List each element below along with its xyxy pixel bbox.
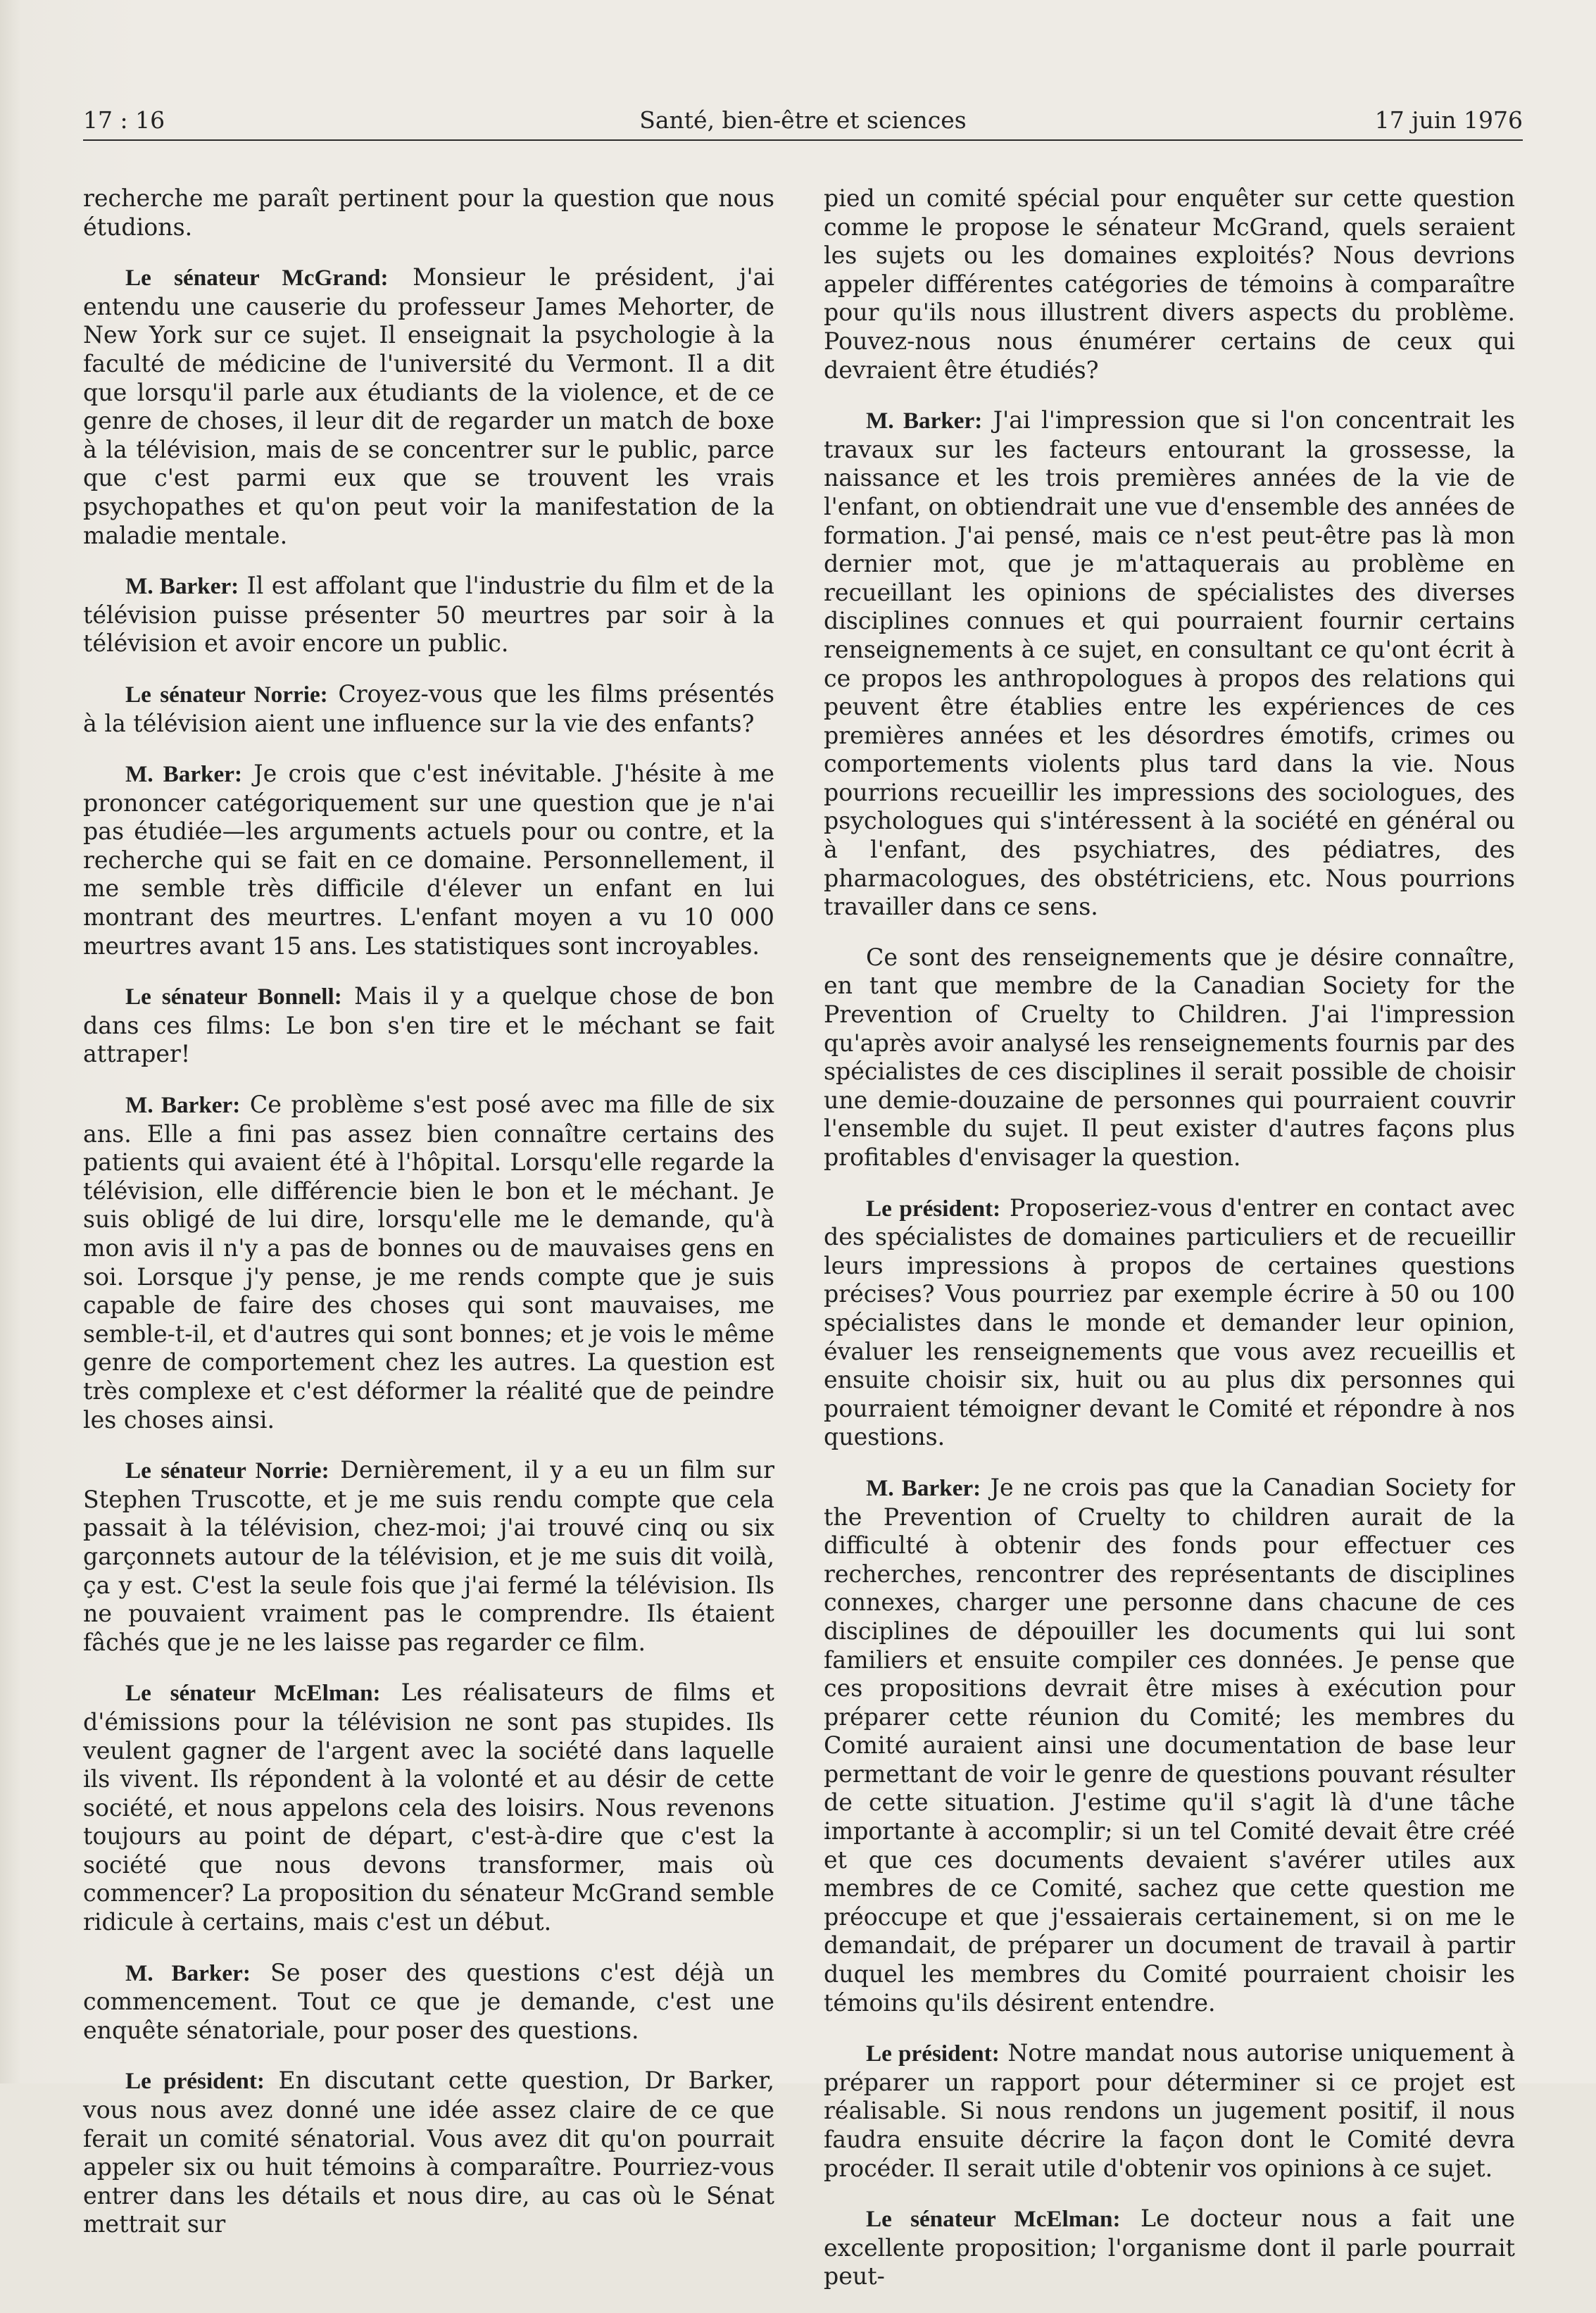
paragraph — [824, 2205, 1515, 2291]
paragraph-text: pied un comité spécial pour enquêter sur cette question comme le propose le sénateur McGrand, quels seraient les sujets ou les domaines exploités? Nous devrions appeler différentes catégories de témoins à comparaître pour qu'ils nous illustrent divers aspects du problème. Pouvez-nous nous énumérer certains de ceux qui devraient être étudiés? — [824, 184, 1515, 384]
paragraph-text: Monsieur le président, j'ai entendu une causerie du professeur James Mehorter, de New York sur ce sujet. Il enseignait la psychologie à la faculté de médicine de l'université du Vermont. Il a dit que lorsqu'il parle aux étudiants de la violence, et de ce genre de choses, il leur dit de regarder un match de boxe à la télévision, mais de se concentrer sur le public, parce que c'est parmi eux que se trouvent les vrais psychopathes et qu'on peut voir la manifestation de la maladie mentale. — [83, 263, 774, 549]
paragraph — [83, 263, 774, 550]
paragraph-text: recherche me paraît pertinent pour la question que nous étudions. — [83, 184, 774, 241]
paragraph — [83, 184, 774, 242]
paragraph-text: En discutant cette question, Dr Barker, vous nous avez donné une idée assez claire de ce que ferait un comité sénatorial. Vous avez dit qu'on pourrait appeler six ou huit témoins à comparaître. Pourriez-vous entrer dans les détails et nous dire, au cas où le Sénat mettrait sur — [83, 2067, 774, 2238]
paragraph-text: Ce problème s'est posé avec ma fille de six ans. Elle a fini pas assez bien connaître certains des patients qui avaient été à l'hôpital. Lorsqu'elle regarde la télévision, elle différencie bien le bon et le méchant. Je suis obligé de lui dire, lorsqu'elle me le demande, qu'à mon avis il n'y a pas de bonnes ou de mauvaises gens en soi. Lorsque j'y pense, je me rends compte que je suis capable de faire des choses qui sont mauvaises, me semble-t-il, et d'autres qui sont bonnes; et je vois le même genre de comportement chez les autres. La question est très complexe et c'est déformer la réalité que de peindre les choses ainsi. — [83, 1091, 774, 1434]
paragraph — [83, 1456, 774, 1657]
right-column — [824, 184, 1515, 2313]
speaker-name: M. Barker: — [866, 1474, 981, 1501]
paragraph-text: Se poser des questions c'est déjà un commencement. Tout ce que je demande, c'est une enquête sénatoriale, pour poser des questions. — [83, 1958, 774, 2044]
paragraph-text: Je ne crois pas que la Canadian Society for the Prevention of Cruelty to children aurait de la difficulté à obtenir des fonds pour effectuer ces recherches, rencontrer des représentants de disciplines connexes, charger une personne dans chacune de ces disciplines de dépouiller les documents qui lui sont familiers et ensuite compiler ces données. Je pense que ces propositions devrait être mises à exécution pour préparer cette réunion du Comité; les membres du Comité auraient ainsi une documentation de base leur permettant de voir le genre de questions pouvant résulter de cette situation. J'estime qu'il s'agit là d'une tâche importante à accomplir; si un tel Comité devait être créé et que ces documents devaient s'avérer utiles aux membres de ce Comité, sachez que cette question me préoccupe et que j'essaierais certainement, si on me le demandait, de préparer un document de travail à partir duquel les membres du Comité pourraient choisir les témoins qu'ils désirent entendre. — [824, 1473, 1515, 2017]
paragraph-text: Je crois que c'est inévitable. J'hésite à me prononcer catégoriquement sur une question que je n'ai pas étudiée—les arguments actuels pour ou contre, et la recherche qui se fait en ce domaine. Personnellement, il me semble très difficile d'élever un enfant en lui montrant des meurtres. L'enfant moyen a vu 10 000 meurtres avant 15 ans. Les statistiques sont incroyables. — [83, 760, 774, 960]
paragraph-text: Mais il y a quelque chose de bon dans ces films: Le bon s'en tire et le méchant se fait attraper! — [83, 982, 774, 1068]
paragraph-text: Le docteur nous a fait une excellente proposition; l'organisme dont il parle pourrait peut- — [824, 2205, 1515, 2290]
paragraph — [824, 184, 1515, 384]
running-title: Santé, bien-être et sciences — [639, 106, 967, 134]
speaker-name: M. Barker: — [125, 761, 243, 788]
paragraph — [83, 1679, 774, 1936]
paragraph — [83, 572, 774, 658]
paragraph-text: J'ai l'impression que si l'on concentrait les travaux sur les facteurs entourant la grossesse, la naissance et les trois premières années de la vie de l'enfant, on obtiendrait une vue d'ensemble des années de formation. J'ai pensé, mais ce n'est peut-être pas là mon dernier mot, que je m'attaquerais au problème en recueillant les opinions de spécialistes des diverses disciplines connues et qui pourraient fournir certains renseignements à ce sujet, en consultant ce qu'ont écrit à ce propos les anthropologues à propos des relations qui peuvent être établies entre les expériences de ces premières années et les désordres émotifs, crimes ou comportements violents plus tard dans la vie. Nous pourrions recueillir les impressions des sociologues, des psychologues qui s'intéressent à la société en général ou à l'enfant, des psychiatres, des pédiatres, des pharmacologues, des obstétriciens, etc. Nous pourrions travailler dans ce sens. — [824, 406, 1515, 921]
paragraph-text: Notre mandat nous autorise uniquement à préparer un rapport pour déterminer si ce projet est réalisable. Si nous rendons un jugement positif, il nous faudra ensuite décrire la façon dont le Comité devra procéder. Il serait utile d'obtenir vos opinions à ce sujet. — [824, 2039, 1515, 2182]
speaker-name: M. Barker: — [125, 1960, 251, 1986]
speaker-name: Le président: — [866, 1195, 1001, 1222]
speaker-name: Le sénateur Norrie: — [125, 1458, 329, 1484]
paragraph-text: Dernièrement, il y a eu un film sur Stephen Truscotte, et je me suis rendu compte que cela passait à la télévision, chez-moi; j'ai trouvé cinq ou six garçonnets autour de la télévision, et je me suis dit voilà, ça y est. C'est la seule fois que j'ai fermé la télévision. Ils ne pouvaient vraiment pas le comprendre. Ils étaient fâchés que je ne les laisse pas regarder ce film. — [83, 1456, 774, 1656]
page-header — [83, 97, 1523, 141]
paragraph — [83, 1959, 774, 2045]
speaker-name: Le sénateur Norrie: — [125, 681, 328, 708]
speaker-name: Le sénateur McGrand: — [125, 265, 389, 292]
speaker-name: Le président: — [125, 2068, 265, 2095]
paragraph-text: Il est affolant que l'industrie du film et de la télévision puisse présenter 50 meurtres par soir à la télévision et avoir encore un public. — [83, 572, 774, 658]
paragraph — [824, 2039, 1515, 2183]
speaker-name: Le sénateur Bonnell: — [125, 984, 342, 1010]
speaker-name: Le président: — [866, 2041, 1000, 2067]
speaker-name: M. Barker: — [866, 408, 983, 434]
paragraph — [83, 760, 774, 960]
left-column — [83, 184, 774, 2261]
paragraph — [83, 1091, 774, 1434]
speaker-name: M. Barker: — [125, 1092, 241, 1119]
paragraph — [824, 1194, 1515, 1452]
page-number: 17 : 16 — [83, 106, 165, 134]
paragraph — [83, 680, 774, 738]
speaker-name: Le sénateur McElman: — [866, 2206, 1121, 2233]
paragraph — [83, 982, 774, 1069]
paragraph — [824, 944, 1515, 1172]
paragraph-text: Les réalisateurs de films et d'émissions pour la télévision ne sont pas stupides. Ils veulent gagner de l'argent avec la société dans laquelle ils vivent. Ils répondent à la volonté et au désir de cette société, et nous appelons cela des loisirs. Nous revenons toujours au point de départ, c'est-à-dire que c'est la société que nous devons transformer, mais où commencer? La proposition du sénateur McGrand semble ridicule à certains, mais c'est un début. — [83, 1679, 774, 1936]
paragraph-text: Ce sont des renseignements que je désire connaître, en tant que membre de la Canadian Society for the Prevention of Cruelty to Children. J'ai l'impression qu'après avoir analysé les renseignements fournis par des spécialistes de ces disciplines il serait possible de choisir une demie-douzaine de personnes qui pourraient couvrir l'ensemble du sujet. Il peut exister d'autres façons plus profitables d'envisager la question. — [824, 943, 1515, 1171]
paragraph — [824, 1474, 1515, 2017]
page-date: 17 juin 1976 — [1374, 106, 1523, 134]
paragraph-text: Croyez-vous que les films présentés à la télévision aient une influence sur la vie des enfants? — [83, 679, 774, 737]
paragraph — [83, 2067, 774, 2239]
paragraph-text: Proposeriez-vous d'entrer en contact avec des spécialistes de domaines particuliers et de recueillir leurs impressions à propos de certaines questions précises? Vous pourriez par exemple écrire à 50 ou 100 spécialistes dans le monde et demander leur opinion, évaluer les renseignements que vous avez recueillis et ensuite choisir six, huit ou au plus dix personnes qui pourraient témoigner devant le Comité et répondre à nos questions. — [824, 1193, 1515, 1451]
speaker-name: Le sénateur McElman: — [125, 1680, 381, 1707]
paragraph — [824, 406, 1515, 922]
speaker-name: M. Barker: — [125, 573, 239, 600]
